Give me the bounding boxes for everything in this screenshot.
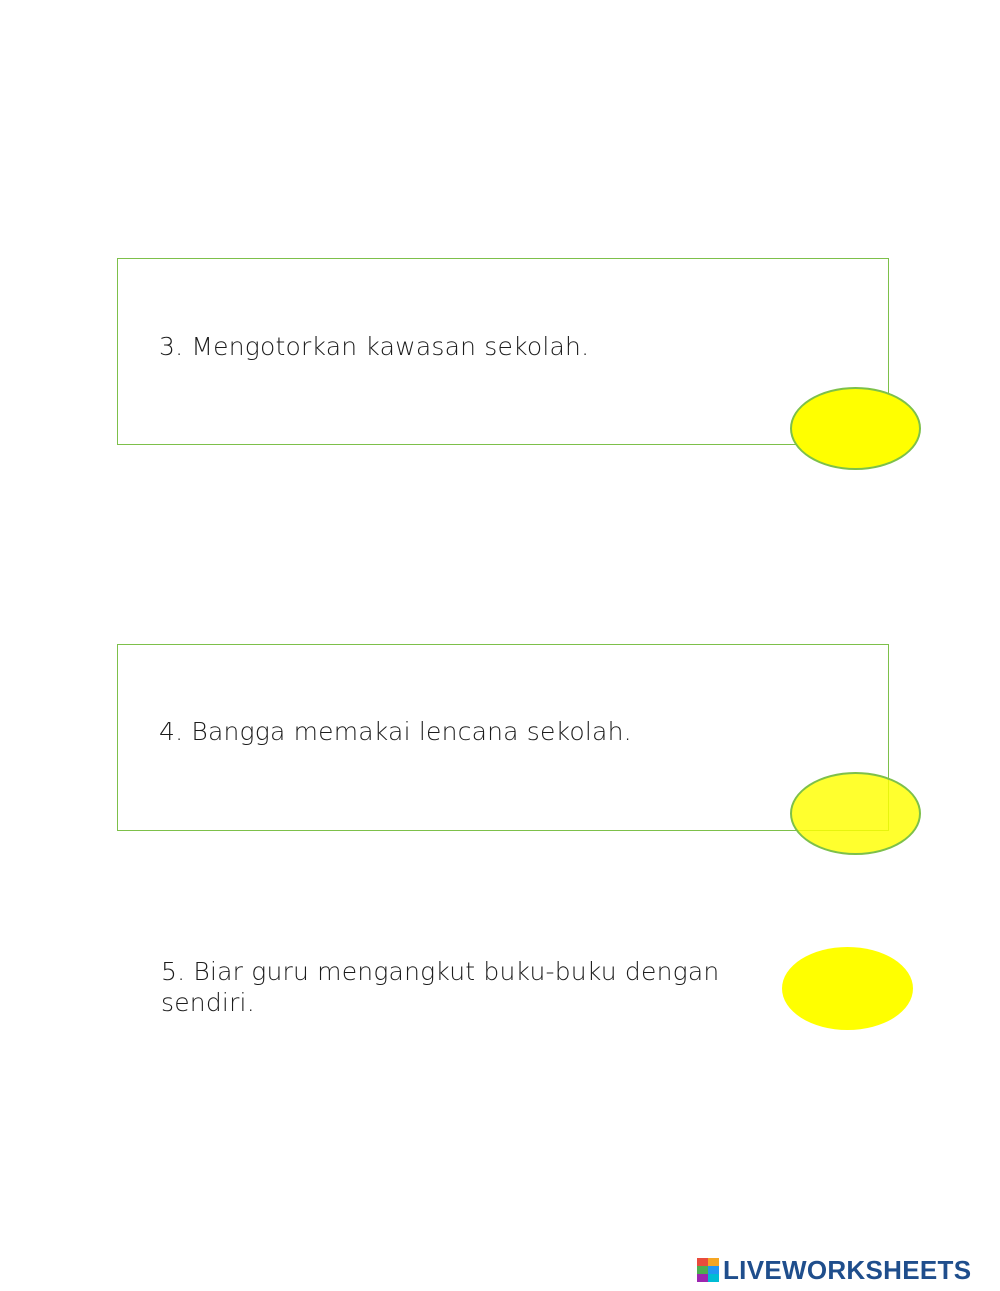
logo-cell bbox=[708, 1274, 719, 1282]
answer-spot-5[interactable] bbox=[782, 947, 913, 1030]
answer-spot-4[interactable] bbox=[790, 772, 921, 855]
item-text-4: 4. Bangga memakai lencana sekolah. bbox=[159, 717, 632, 746]
liveworksheets-logo bbox=[697, 1255, 971, 1285]
item-text-5: 5. Biar guru mengangkut buku-buku dengan sendiri. bbox=[161, 957, 720, 1017]
logo-cell bbox=[708, 1266, 719, 1274]
logo-cell bbox=[708, 1258, 719, 1266]
logo-cell bbox=[697, 1258, 708, 1266]
brand-name: LIVEWORKSHEETS bbox=[723, 1254, 972, 1285]
liveworksheets-logo-icon bbox=[697, 1258, 719, 1282]
logo-cell bbox=[697, 1274, 708, 1282]
item-text-3: 3. Mengotorkan kawasan sekolah. bbox=[159, 332, 590, 361]
logo-cell bbox=[697, 1266, 708, 1274]
answer-spot-3[interactable] bbox=[790, 387, 921, 470]
